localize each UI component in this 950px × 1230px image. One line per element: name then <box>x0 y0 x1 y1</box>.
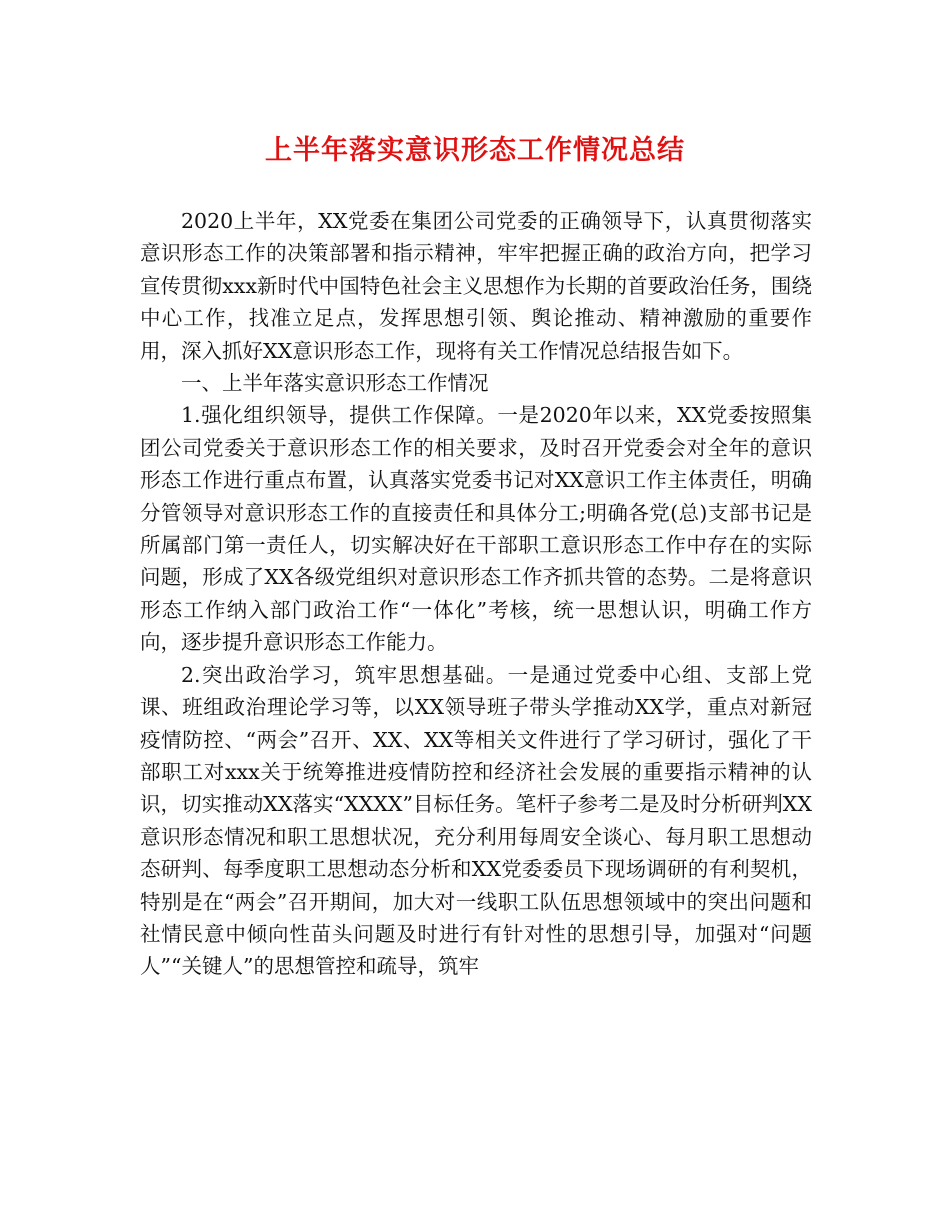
paragraph-item-2: 2.突出政治学习，筑牢思想基础。一是通过党委中心组、支部上党课、班组政治理论学习等，以XX领导班子带头学推动XX学，重点对新冠疫情防控、“两会”召开、XX、XX等相关文件进行了学习研讨，强化了干部职工对xxx关于统筹推进疫情防控和经济社会发展的重要指示精神的认识，切实推动XX落实“XXXX”目标任务。笔杆子参考二是及时分析研判XX意识形态情况和职工思想状况，充分利用每周安全谈心、每月职工思想动态研判、每季度职工思想动态分析和XX党委委员下现场调研的有利契机，特别是在“两会”召开期间，加大对一线职工队伍思想领域中的突出问题和社情民意中倾向性苗头问题及时进行有针对性的思想引导，加强对“问题人”“关键人”的思想管控和疏导，筑牢 <box>140 662 812 979</box>
paragraph-item-1: 1.强化组织领导，提供工作保障。一是2020年以来，XX党委按照集团公司党委关于意识形态工作的相关要求，及时召开党委会对全年的意识形态工作进行重点布置，认真落实党委书记对XX意识工作主体责任，明确分管领导对意识形态工作的直接责任和具体分工;明确各党(总)支部书记是所属部门第一责任人，切实解决好在干部职工意识形态工作中存在的实际问题，形成了XX各级党组织对意识形态工作齐抓共管的态势。二是将意识形态工作纳入部门政治工作“一体化”考核，统一思想认识，明确工作方向，逐步提升意识形态工作能力。 <box>140 403 812 655</box>
document-title: 上半年落实意识形态工作情况总结 <box>265 135 685 166</box>
paragraph-intro: 2020上半年，XX党委在集团公司党委的正确领导下，认真贯彻落实意识形态工作的决策部署和指示精神，牢牢把握正确的政治方向，把学习宣传贯彻xxx新时代中国特色社会主义思想作为长期的首要政治任务，围绕中心工作，找准立足点，发挥思想引领、舆论推动、精神激励的重要作用，深入抓好XX意识形态工作，现将有关工作情况总结报告如下。 <box>140 209 812 363</box>
section-heading-1: 一、上半年落实意识形态工作情况 <box>181 371 489 396</box>
document-body <box>140 205 812 983</box>
